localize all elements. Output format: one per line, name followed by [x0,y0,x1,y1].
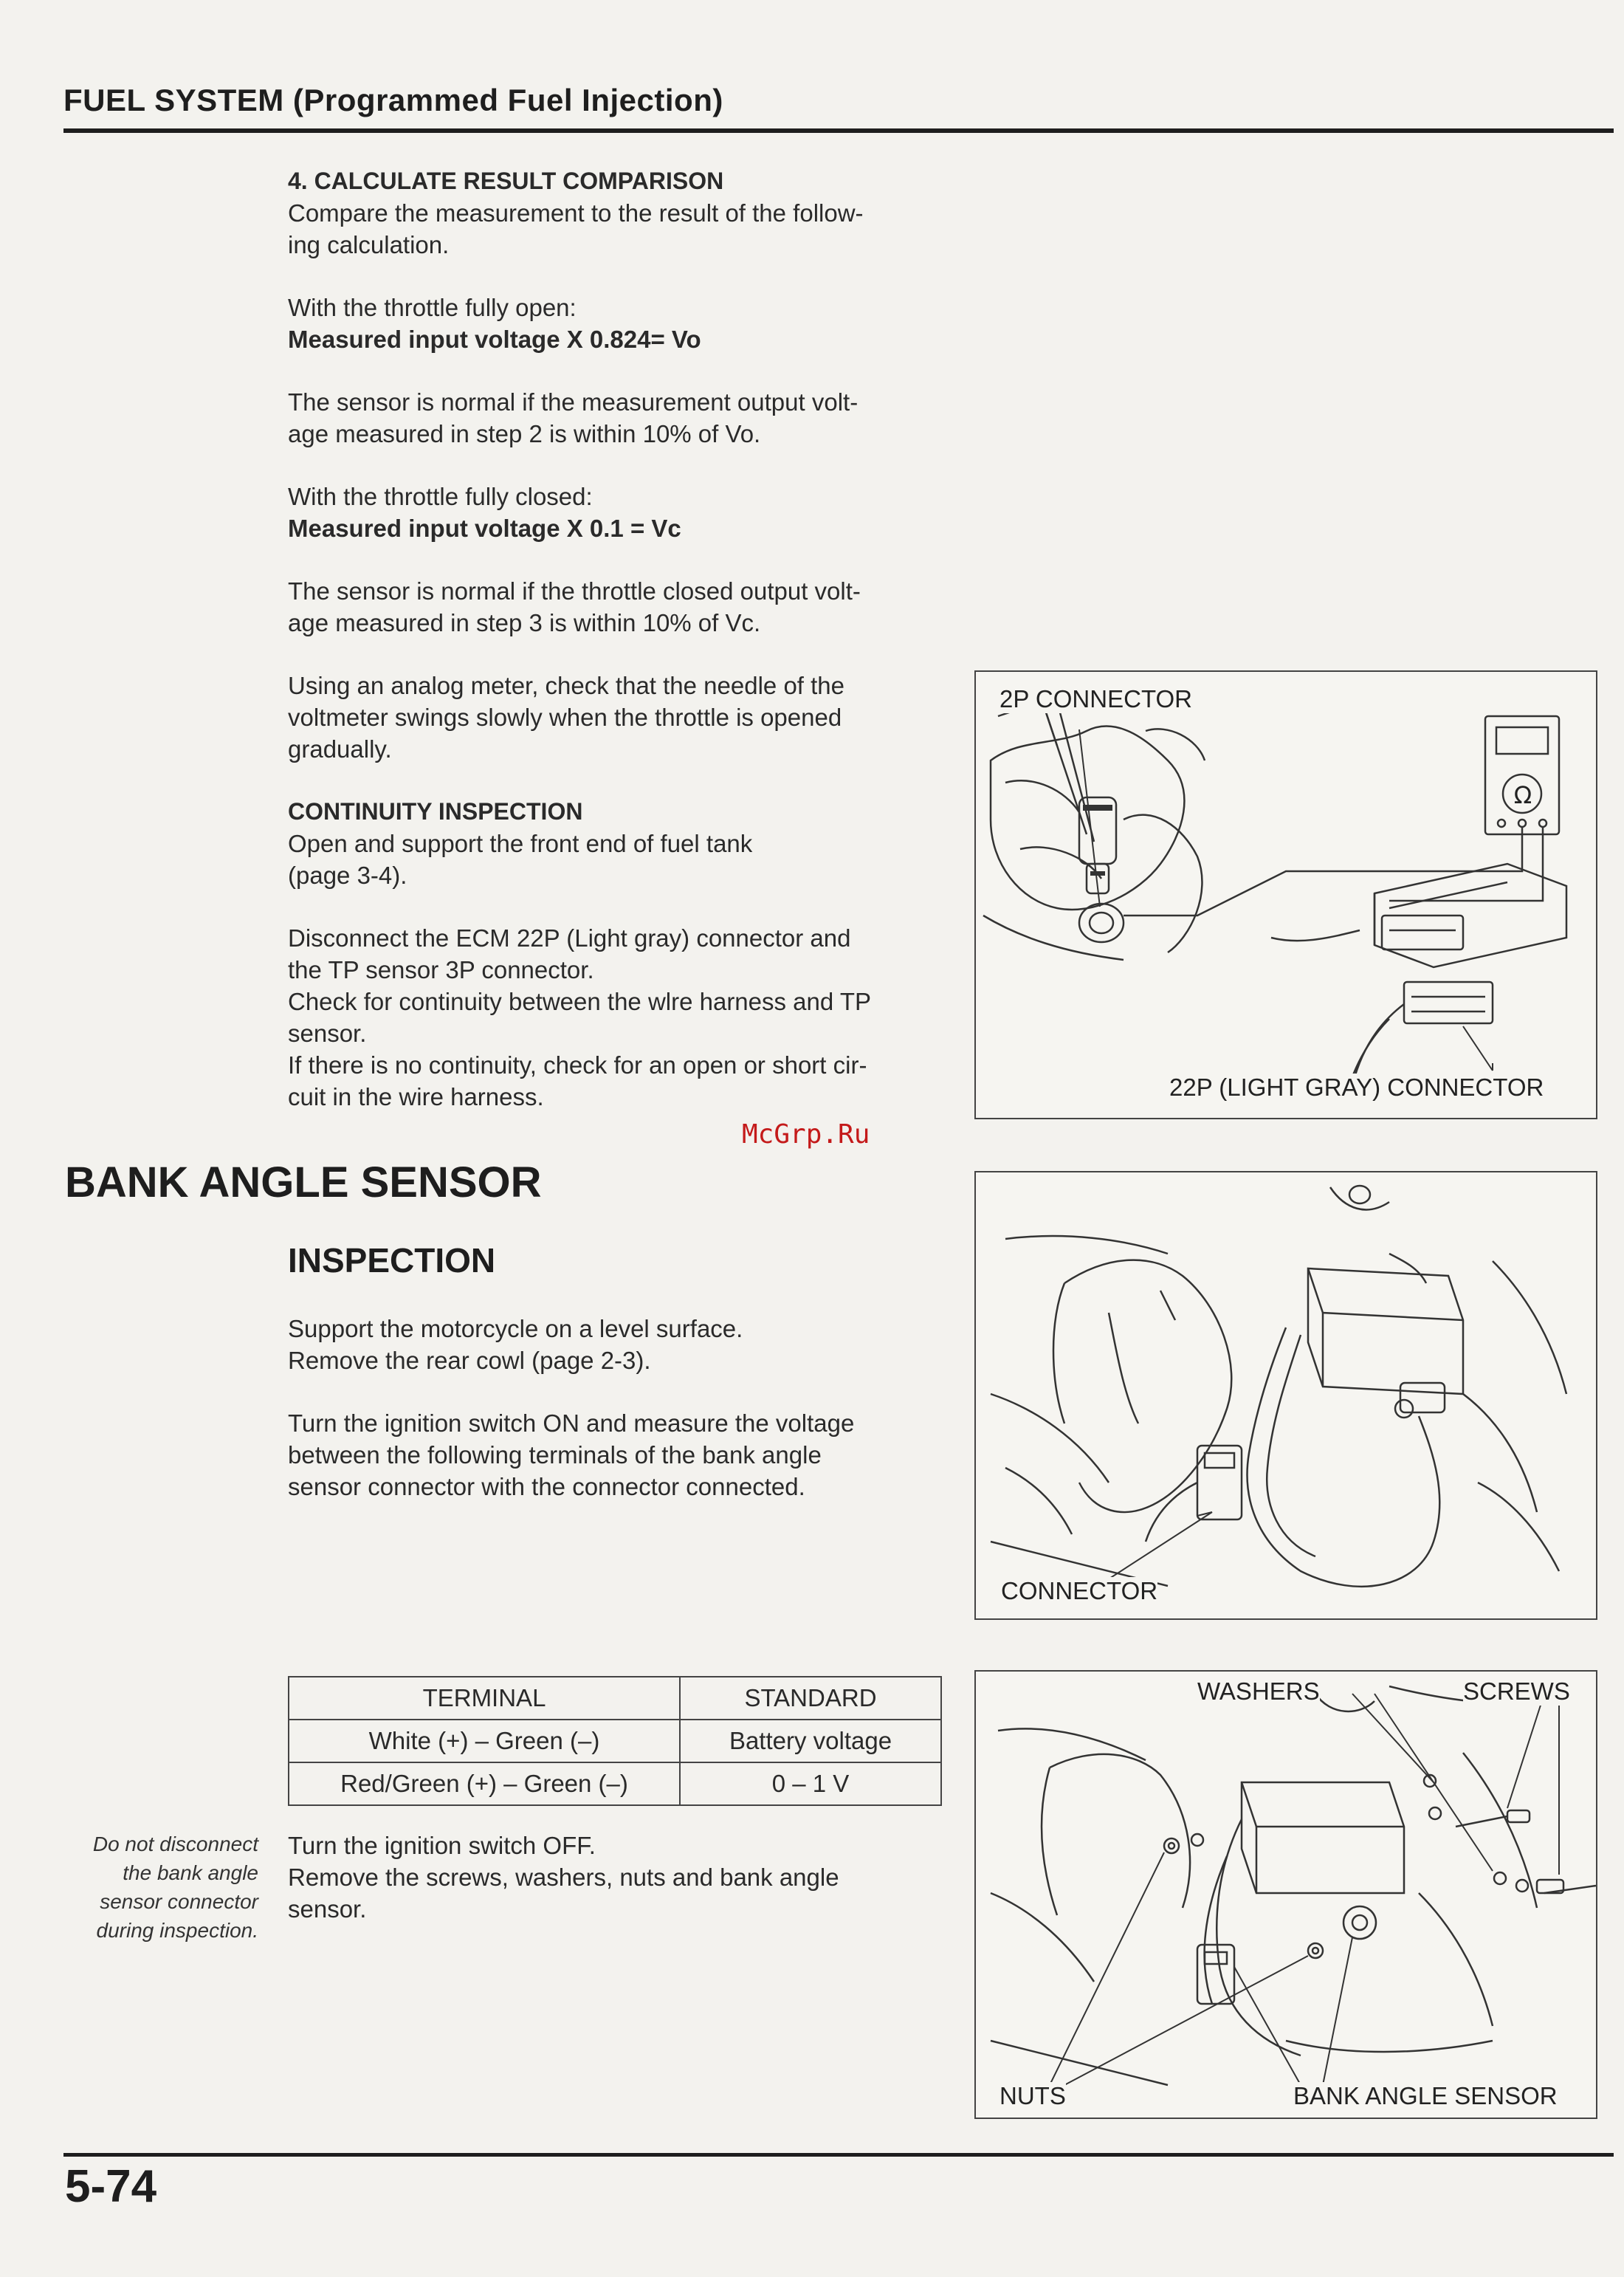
tp-sensor-illustration [976,672,1596,1118]
closed-note [288,575,941,639]
label-22p-connector: 22P (LIGHT GRAY) CONNECTOR [1169,1074,1544,1101]
removal-line: Turn the ignition switch OFF. [288,1832,596,1859]
watermark: McGrp.Ru [742,1119,870,1150]
label-screws: SCREWS [1463,1677,1570,1705]
label-nuts: NUTS [999,2082,1066,2109]
closed-label: With the throttle fully closed: [288,483,593,510]
open-formula: Measured input voltage X 0.824= Vo [288,326,701,353]
ohm-symbol: Ω [1513,781,1532,809]
closed-note-line: The sensor is normal if the throttle closed output volt- [288,577,861,605]
side-note-line: sensor connector [100,1890,258,1913]
section-title: BANK ANGLE SENSOR [65,1158,542,1206]
removal-line: sensor. [288,1895,367,1923]
inspection-p2-line: sensor connector with the connector connected. [288,1473,805,1500]
label-2p-connector: 2P CONNECTOR [999,685,1193,712]
open-label: With the throttle fully open: [288,294,577,321]
table-cell: Battery voltage [680,1720,941,1762]
continuity-p2-line: the TP sensor 3P connector. [288,956,594,983]
table-header-standard: STANDARD [680,1677,941,1720]
removal-illustration [976,1672,1596,2118]
open-block [288,292,941,355]
side-note-line: Do not disconnect [92,1833,258,1855]
continuity-heading: CONTINUITY INSPECTION [288,798,583,825]
open-note-line: The sensor is normal if the measurement output volt- [288,388,859,416]
footer-rule [63,2153,1614,2157]
analog-note-line: Using an analog meter, check that the needle of the [288,672,845,699]
calc-intro-line: Compare the measurement to the result of the follow- [288,199,864,227]
page-number: 5-74 [65,2161,157,2212]
inspection-p2 [288,1407,941,1502]
label-washers: WASHERS [1197,1677,1320,1705]
calc-heading: 4. CALCULATE RESULT COMPARISON [288,168,724,194]
table-header-row [289,1677,941,1720]
table-cell: Red/Green (+) – Green (–) [289,1762,680,1805]
voltage-spec-table [288,1676,942,1806]
removal-line: Remove the screws, washers, nuts and bank angle [288,1864,839,1891]
open-note [288,386,941,450]
closed-formula: Measured input voltage X 0.1 = Vc [288,515,681,542]
figure-bank-angle-connector [974,1171,1597,1620]
page-header-title: FUEL SYSTEM (Programmed Fuel Injection) [63,83,723,117]
open-note-line: age measured in step 2 is within 10% of Vo. [288,420,761,447]
table-header-terminal: TERMINAL [289,1677,680,1720]
continuity-p2-line: Check for continuity between the wlre harness and TP [288,988,871,1015]
continuity-p2-line: sensor. [288,1020,367,1047]
continuity-p2-line: cuit in the wire harness. [288,1083,544,1110]
continuity-p2-line: Disconnect the ECM 22P (Light gray) connector and [288,924,851,952]
calc-intro-line: ing calculation. [288,231,450,258]
closed-note-line: age measured in step 3 is within 10% of Vc. [288,609,761,636]
continuity-p1 [288,828,941,891]
header-rule [63,128,1614,133]
inspection-p1-line: Support the motorcycle on a level surface. [288,1315,743,1342]
table-cell: 0 – 1 V [680,1762,941,1805]
label-bank-angle-sensor: BANK ANGLE SENSOR [1293,2082,1558,2109]
inspection-p2-line: between the following terminals of the bank angle [288,1441,822,1469]
section-subtitle: INSPECTION [288,1241,496,1280]
connector-illustration [976,1172,1596,1618]
calc-intro [288,197,941,261]
table-cell: White (+) – Green (–) [289,1720,680,1762]
calc-block [288,165,941,1113]
continuity-p1-line: Open and support the front end of fuel tank [288,830,753,857]
figure-bank-angle-removal [974,1670,1597,2119]
removal-block [288,1830,941,1925]
table-row [289,1762,941,1805]
inspection-block [288,1313,941,1502]
table-row [289,1720,941,1762]
continuity-p1-line: (page 3-4). [288,862,407,889]
analog-note [288,670,941,765]
side-note-line: the bank angle [123,1861,258,1884]
analog-note-line: voltmeter swings slowly when the throttle is opened [288,704,842,731]
inspection-p2-line: Turn the ignition switch ON and measure the voltage [288,1409,855,1437]
inspection-p1-line: Remove the rear cowl (page 2-3). [288,1347,651,1374]
label-connector: CONNECTOR [1001,1577,1158,1604]
inspection-p1 [288,1313,941,1376]
figure-tp-sensor-continuity [974,670,1597,1119]
side-note [52,1830,258,1945]
side-note-line: during inspection. [96,1919,258,1942]
analog-note-line: gradually. [288,735,392,763]
continuity-p2-line: If there is no continuity, check for an open or short cir- [288,1051,867,1079]
continuity-p2 [288,922,941,1113]
closed-block [288,481,941,544]
